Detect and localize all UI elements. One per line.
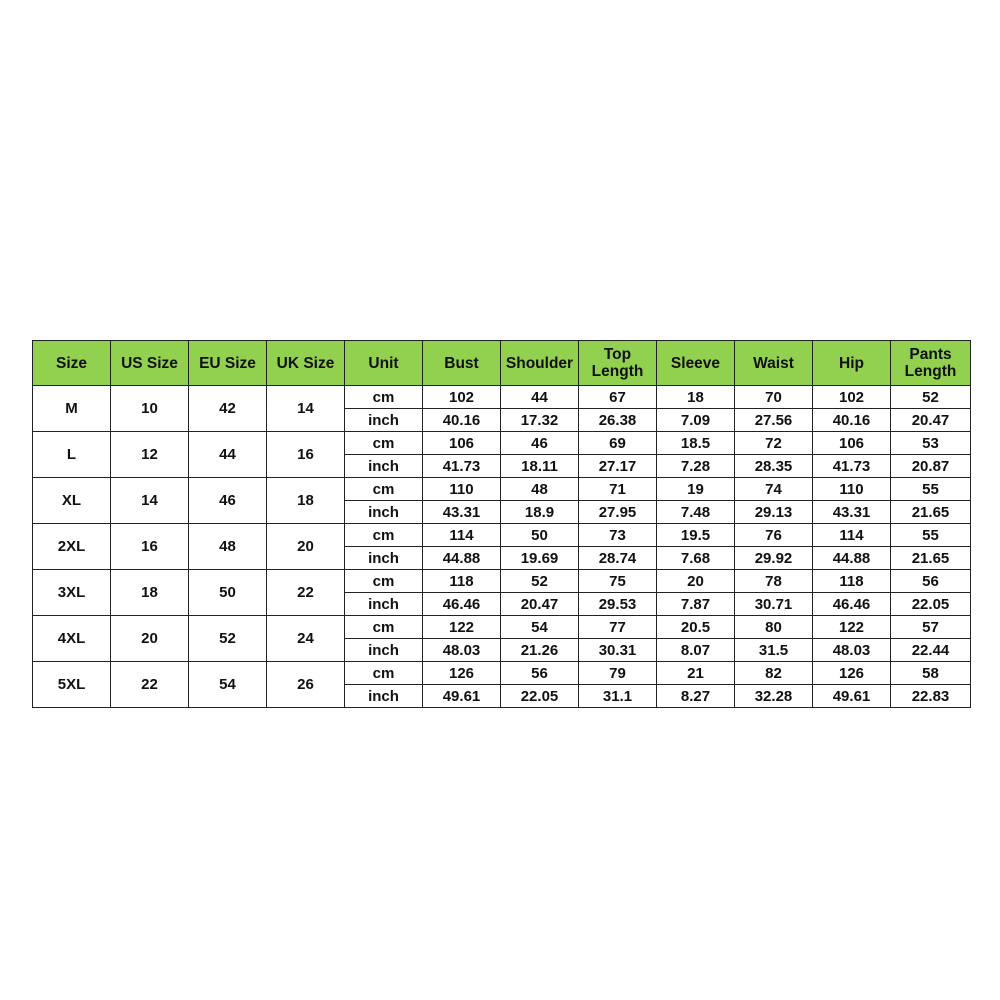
- size-cell: 2XL: [33, 524, 111, 570]
- eu-size-cell: 44: [189, 432, 267, 478]
- header-top-length-line1: Top: [603, 346, 632, 363]
- hip-cell: 43.31: [813, 501, 891, 524]
- shoulder-cell: 46: [501, 432, 579, 455]
- top-length-cell: 27.17: [579, 455, 657, 478]
- header-top-length-line2: Length: [591, 363, 644, 380]
- us-size-cell: 22: [111, 662, 189, 708]
- shoulder-cell: 44: [501, 386, 579, 409]
- pants-length-cell: 21.65: [891, 547, 971, 570]
- size-cell: 4XL: [33, 616, 111, 662]
- pants-length-cell: 22.44: [891, 639, 971, 662]
- us-size-cell: 18: [111, 570, 189, 616]
- unit-cell: inch: [345, 547, 423, 570]
- size-rows: [33, 386, 971, 708]
- us-size-cell: 16: [111, 524, 189, 570]
- hip-cell: 48.03: [813, 639, 891, 662]
- waist-cell: 70: [735, 386, 813, 409]
- sleeve-cell: 7.68: [657, 547, 735, 570]
- eu-size-cell: 48: [189, 524, 267, 570]
- top-length-cell: 73: [579, 524, 657, 547]
- table-row: [33, 616, 971, 639]
- sleeve-cell: 19.5: [657, 524, 735, 547]
- uk-size-cell: 20: [267, 524, 345, 570]
- sleeve-cell: 7.87: [657, 593, 735, 616]
- top-length-cell: 29.53: [579, 593, 657, 616]
- us-size-cell: 10: [111, 386, 189, 432]
- eu-size-cell: 46: [189, 478, 267, 524]
- shoulder-cell: 17.32: [501, 409, 579, 432]
- size-cell: 3XL: [33, 570, 111, 616]
- us-size-cell: 14: [111, 478, 189, 524]
- shoulder-cell: 18.9: [501, 501, 579, 524]
- waist-cell: 31.5: [735, 639, 813, 662]
- sleeve-cell: 18: [657, 386, 735, 409]
- unit-cell: inch: [345, 639, 423, 662]
- header-size: Size: [33, 341, 111, 386]
- shoulder-cell: 50: [501, 524, 579, 547]
- hip-cell: 40.16: [813, 409, 891, 432]
- header-uk-size: UK Size: [267, 341, 345, 386]
- table-row: [33, 478, 971, 501]
- waist-cell: 72: [735, 432, 813, 455]
- eu-size-cell: 54: [189, 662, 267, 708]
- unit-cell: inch: [345, 685, 423, 708]
- top-length-cell: 67: [579, 386, 657, 409]
- header-bust: Bust: [423, 341, 501, 386]
- shoulder-cell: 48: [501, 478, 579, 501]
- sleeve-cell: 7.09: [657, 409, 735, 432]
- bust-cell: 40.16: [423, 409, 501, 432]
- uk-size-cell: 18: [267, 478, 345, 524]
- unit-cell: cm: [345, 432, 423, 455]
- uk-size-cell: 24: [267, 616, 345, 662]
- eu-size-cell: 42: [189, 386, 267, 432]
- us-size-cell: 20: [111, 616, 189, 662]
- pants-length-cell: 55: [891, 478, 971, 501]
- shoulder-cell: 18.11: [501, 455, 579, 478]
- header-hip: Hip: [813, 341, 891, 386]
- top-length-cell: 77: [579, 616, 657, 639]
- sleeve-cell: 7.48: [657, 501, 735, 524]
- top-length-cell: 79: [579, 662, 657, 685]
- sleeve-cell: 8.27: [657, 685, 735, 708]
- hip-cell: 41.73: [813, 455, 891, 478]
- hip-cell: 44.88: [813, 547, 891, 570]
- bust-cell: 102: [423, 386, 501, 409]
- hip-cell: 102: [813, 386, 891, 409]
- waist-cell: 30.71: [735, 593, 813, 616]
- header-pants-length-line1: Pants: [909, 346, 952, 363]
- sleeve-cell: 7.28: [657, 455, 735, 478]
- size-cell: 5XL: [33, 662, 111, 708]
- unit-cell: inch: [345, 409, 423, 432]
- unit-cell: cm: [345, 478, 423, 501]
- bust-cell: 43.31: [423, 501, 501, 524]
- top-length-cell: 26.38: [579, 409, 657, 432]
- waist-cell: 80: [735, 616, 813, 639]
- top-length-cell: 30.31: [579, 639, 657, 662]
- waist-cell: 27.56: [735, 409, 813, 432]
- header-sleeve: Sleeve: [657, 341, 735, 386]
- top-length-cell: 75: [579, 570, 657, 593]
- hip-cell: 110: [813, 478, 891, 501]
- waist-cell: 76: [735, 524, 813, 547]
- bust-cell: 44.88: [423, 547, 501, 570]
- size-cell: L: [33, 432, 111, 478]
- shoulder-cell: 21.26: [501, 639, 579, 662]
- bust-cell: 118: [423, 570, 501, 593]
- shoulder-cell: 52: [501, 570, 579, 593]
- pants-length-cell: 56: [891, 570, 971, 593]
- top-length-cell: 71: [579, 478, 657, 501]
- sleeve-cell: 21: [657, 662, 735, 685]
- us-size-cell: 12: [111, 432, 189, 478]
- table-row: [33, 386, 971, 409]
- unit-cell: cm: [345, 524, 423, 547]
- unit-cell: inch: [345, 501, 423, 524]
- waist-cell: 74: [735, 478, 813, 501]
- hip-cell: 49.61: [813, 685, 891, 708]
- top-length-cell: 31.1: [579, 685, 657, 708]
- hip-cell: 46.46: [813, 593, 891, 616]
- hip-cell: 106: [813, 432, 891, 455]
- bust-cell: 41.73: [423, 455, 501, 478]
- table-row: [33, 432, 971, 455]
- bust-cell: 106: [423, 432, 501, 455]
- waist-cell: 82: [735, 662, 813, 685]
- header-pants-length-line2: Length: [904, 363, 957, 380]
- bust-cell: 49.61: [423, 685, 501, 708]
- top-length-cell: 27.95: [579, 501, 657, 524]
- bust-cell: 114: [423, 524, 501, 547]
- pants-length-cell: 20.47: [891, 409, 971, 432]
- shoulder-cell: 19.69: [501, 547, 579, 570]
- hip-cell: 114: [813, 524, 891, 547]
- top-length-cell: 69: [579, 432, 657, 455]
- sleeve-cell: 19: [657, 478, 735, 501]
- pants-length-cell: 53: [891, 432, 971, 455]
- pants-length-cell: 21.65: [891, 501, 971, 524]
- hip-cell: 126: [813, 662, 891, 685]
- pants-length-cell: 22.05: [891, 593, 971, 616]
- pants-length-cell: 52: [891, 386, 971, 409]
- top-length-cell: 28.74: [579, 547, 657, 570]
- bust-cell: 46.46: [423, 593, 501, 616]
- pants-length-cell: 20.87: [891, 455, 971, 478]
- header-eu-size: EU Size: [189, 341, 267, 386]
- waist-cell: 28.35: [735, 455, 813, 478]
- size-cell: M: [33, 386, 111, 432]
- header-shoulder: Shoulder: [501, 341, 579, 386]
- header-us-size: US Size: [111, 341, 189, 386]
- eu-size-cell: 52: [189, 616, 267, 662]
- uk-size-cell: 16: [267, 432, 345, 478]
- pants-length-cell: 58: [891, 662, 971, 685]
- waist-cell: 29.92: [735, 547, 813, 570]
- waist-cell: 78: [735, 570, 813, 593]
- uk-size-cell: 26: [267, 662, 345, 708]
- size-chart-table: [32, 340, 971, 708]
- bust-cell: 48.03: [423, 639, 501, 662]
- table-row: [33, 662, 971, 685]
- sleeve-cell: 18.5: [657, 432, 735, 455]
- bust-cell: 122: [423, 616, 501, 639]
- sleeve-cell: 8.07: [657, 639, 735, 662]
- header-row: [33, 341, 971, 386]
- unit-cell: cm: [345, 570, 423, 593]
- uk-size-cell: 22: [267, 570, 345, 616]
- pants-length-cell: 55: [891, 524, 971, 547]
- unit-cell: cm: [345, 662, 423, 685]
- shoulder-cell: 22.05: [501, 685, 579, 708]
- waist-cell: 32.28: [735, 685, 813, 708]
- hip-cell: 122: [813, 616, 891, 639]
- size-cell: XL: [33, 478, 111, 524]
- pants-length-cell: 22.83: [891, 685, 971, 708]
- unit-cell: inch: [345, 593, 423, 616]
- shoulder-cell: 20.47: [501, 593, 579, 616]
- shoulder-cell: 56: [501, 662, 579, 685]
- unit-cell: cm: [345, 386, 423, 409]
- hip-cell: 118: [813, 570, 891, 593]
- header-unit: Unit: [345, 341, 423, 386]
- pants-length-cell: 57: [891, 616, 971, 639]
- sleeve-cell: 20.5: [657, 616, 735, 639]
- uk-size-cell: 14: [267, 386, 345, 432]
- header-top-length: [579, 341, 657, 386]
- shoulder-cell: 54: [501, 616, 579, 639]
- unit-cell: cm: [345, 616, 423, 639]
- header-waist: Waist: [735, 341, 813, 386]
- unit-cell: inch: [345, 455, 423, 478]
- eu-size-cell: 50: [189, 570, 267, 616]
- table-row: [33, 570, 971, 593]
- sleeve-cell: 20: [657, 570, 735, 593]
- table-row: [33, 524, 971, 547]
- header-pants-length: [891, 341, 971, 386]
- waist-cell: 29.13: [735, 501, 813, 524]
- bust-cell: 126: [423, 662, 501, 685]
- bust-cell: 110: [423, 478, 501, 501]
